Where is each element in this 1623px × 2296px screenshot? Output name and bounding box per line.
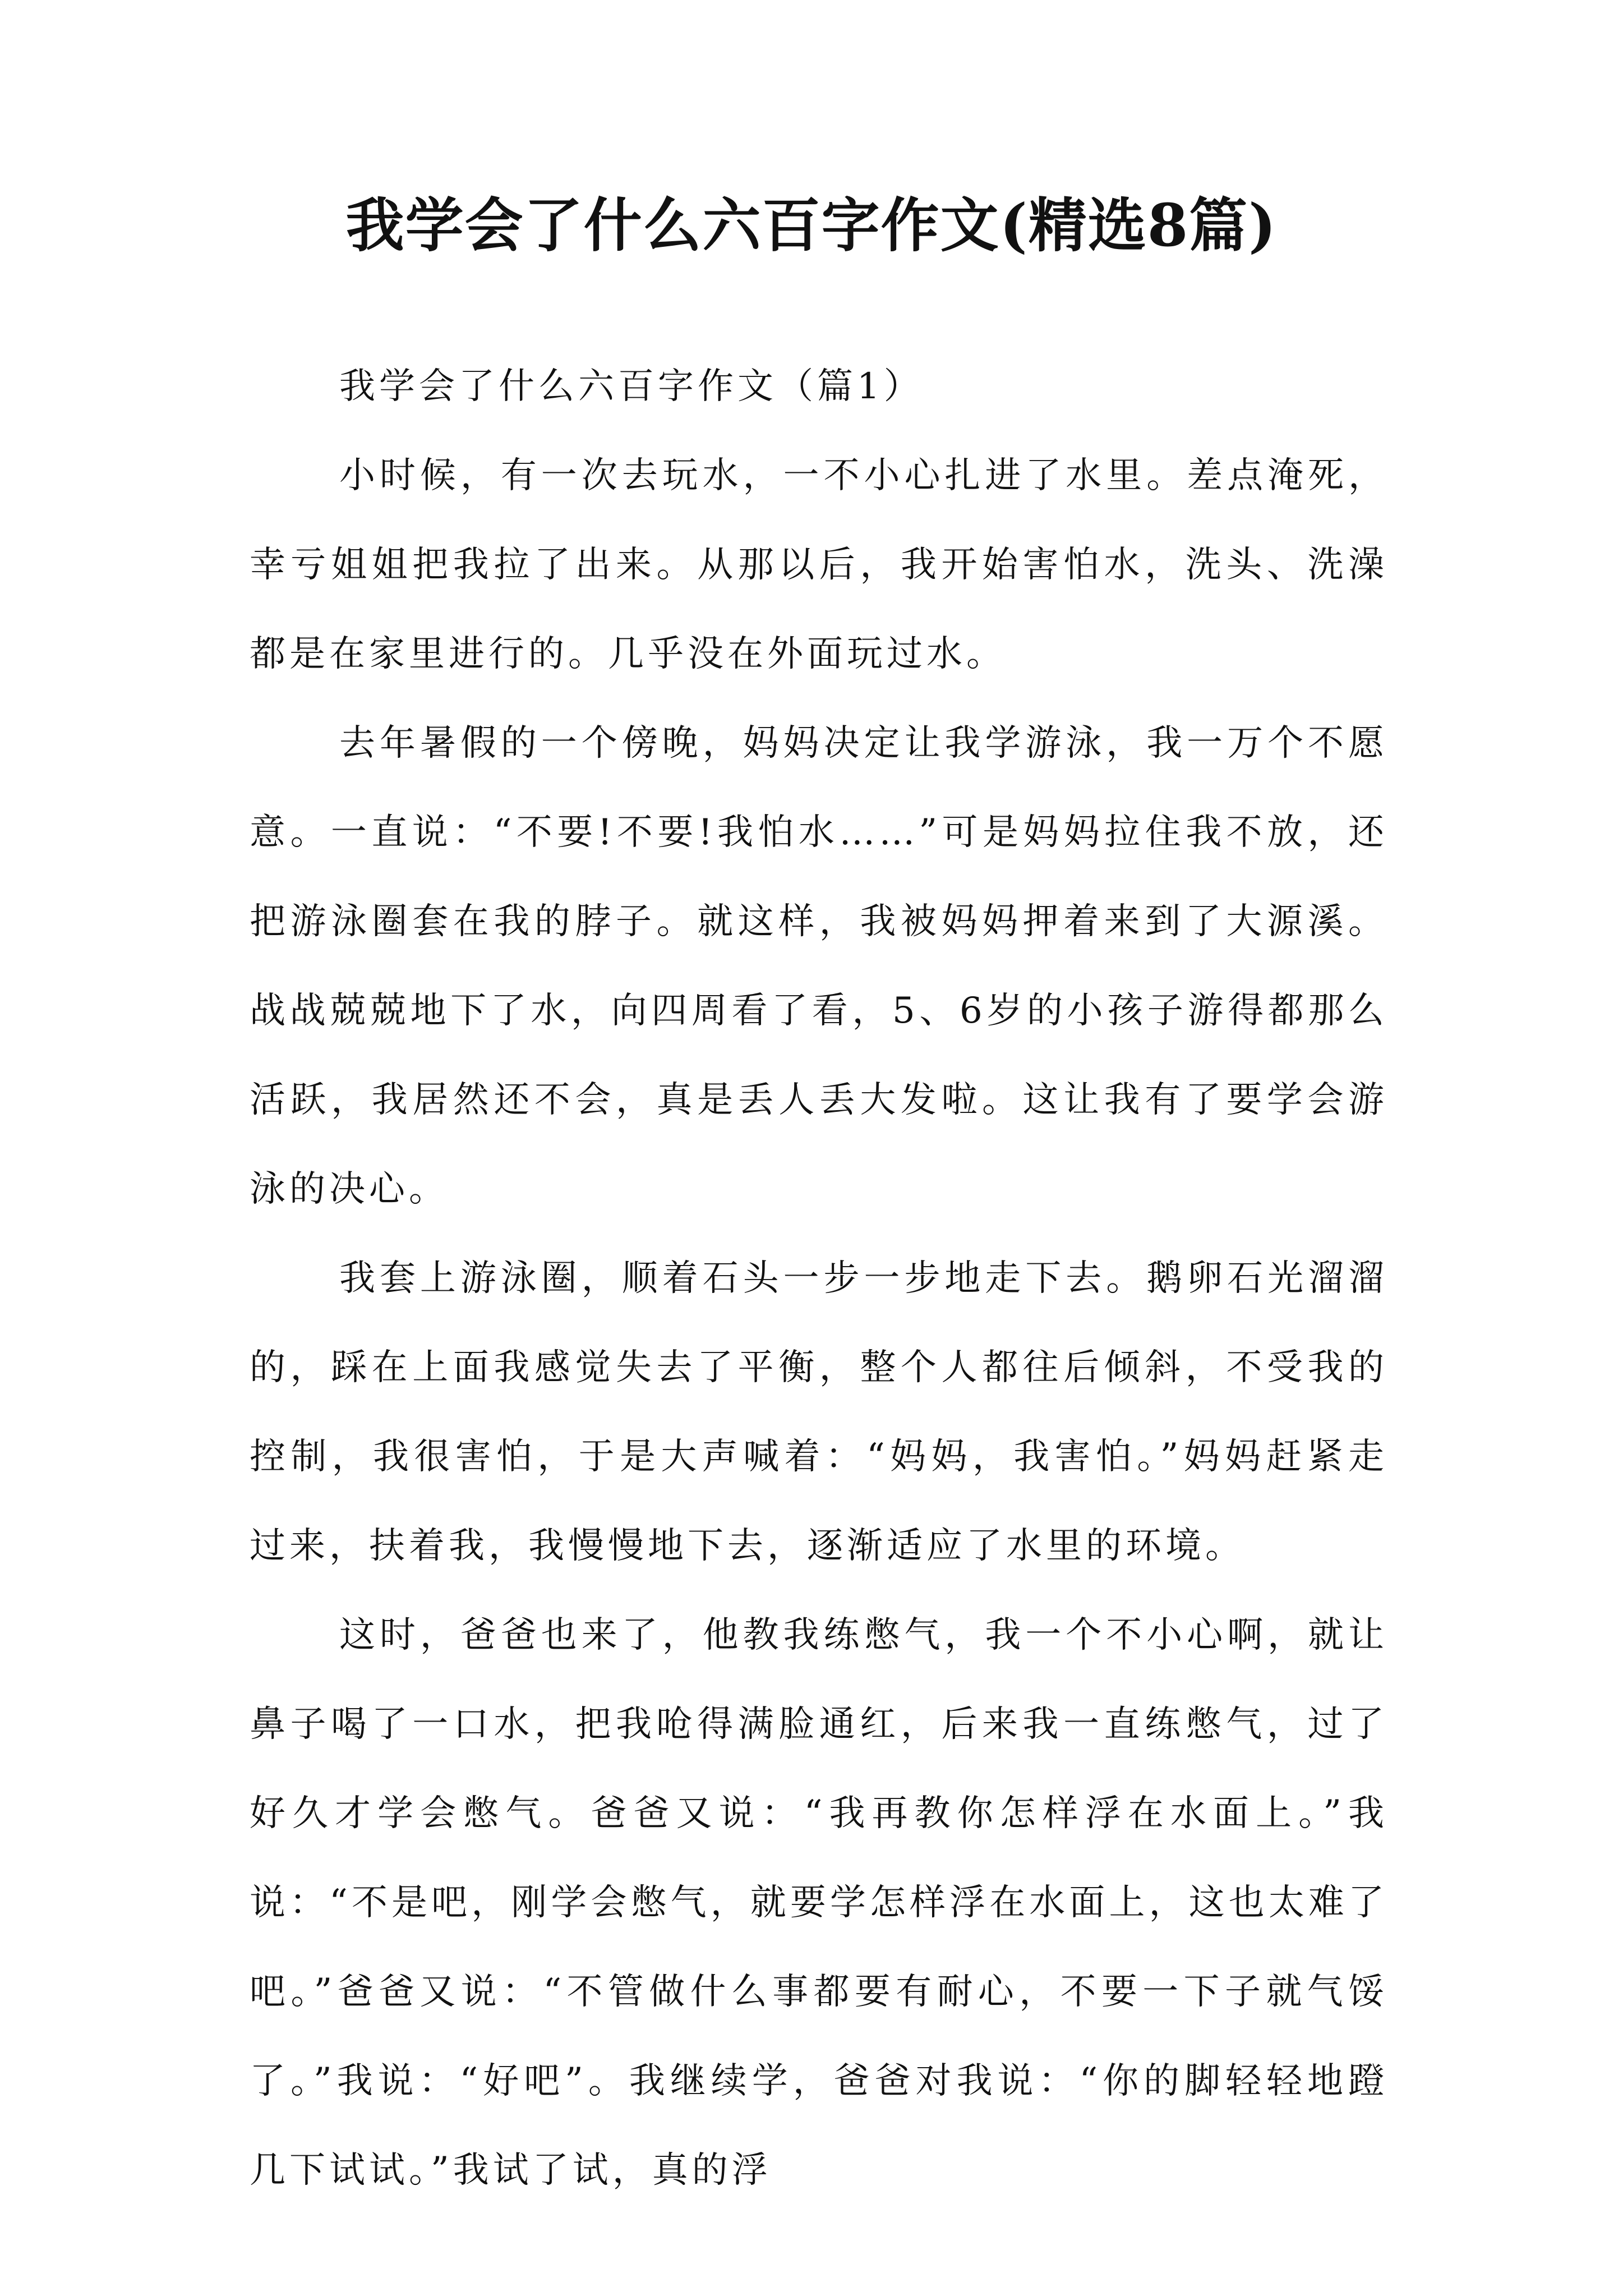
paragraph-2: 去年暑假的一个傍晚，妈妈决定让我学游泳，我一万个不愿意。一直说：“不要!不要!我怕水……”可是妈妈拉住我不放，还把游泳圈套在我的脖子。就这样，我被妈妈押着来到了大源溪。战战兢兢地下了水，向四周看了看，5、6岁的小孩子游得都那么活跃，我居然还不会，真是丢人丢大发啦。这让我有了要学会游泳的决心。 bbox=[250, 723, 1388, 1210]
paragraph-4: 这时，爸爸也来了，他教我练憋气，我一个不小心啊，就让鼻子喝了一口水，把我呛得满脸通红，后来我一直练憋气，过了好久才学会憋气。爸爸又说：“我再教你怎样浮在水面上。”我说：“不是吧，刚学会憋气，就要学怎样浮在水面上，这也太难了吧。”爸爸又说：“不管做什么事都要有耐心，不要一下子就气馁了。”我说：“好吧”。我继续学，爸爸对我说：“你的脚轻轻地蹬几下试试。”我试了试，真的浮 bbox=[250, 1614, 1388, 2191]
document-title: 我学会了什么六百字作文(精选8篇) bbox=[345, 191, 1278, 260]
document-body bbox=[250, 342, 1388, 2215]
section-heading: 我学会了什么六百字作文（篇1） bbox=[339, 366, 924, 407]
paragraph-3: 我套上游泳圈，顺着石头一步一步地走下去。鹅卵石光溜溜的，踩在上面我感觉失去了平衡，整个人都往后倾斜，不受我的控制，我很害怕，于是大声喊着：“妈妈，我害怕。”妈妈赶紧走过来，扶着我，我慢慢地下去，逐渐适应了水里的环境。 bbox=[250, 1258, 1388, 1567]
paragraph-1: 小时候，有一次去玩水，一不小心扎进了水里。差点淹死，幸亏姐姐把我拉了出来。从那以后，我开始害怕水，洗头、洗澡都是在家里进行的。几乎没在外面玩过水。 bbox=[250, 455, 1388, 675]
